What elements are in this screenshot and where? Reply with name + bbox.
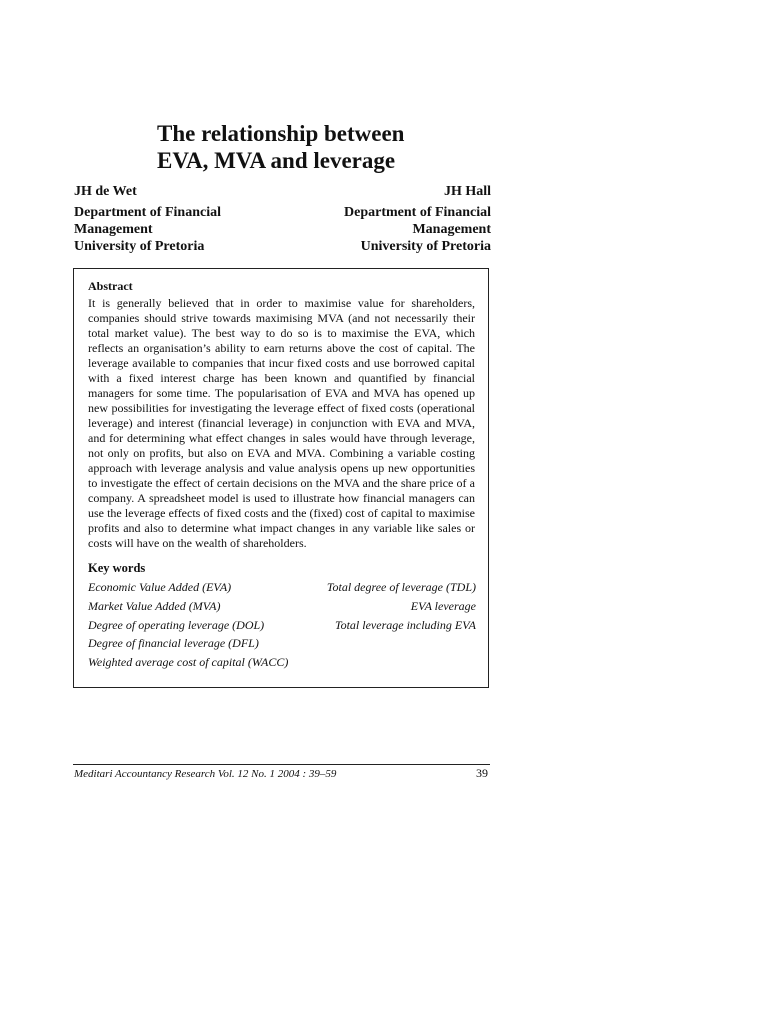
footer-journal-citation: Meditari Accountancy Research Vol. 12 No. 1 2004 : 39–59 — [74, 768, 337, 780]
author-2-affiliation-line-1: Department of Financial — [344, 205, 491, 220]
footer-page-number: 39 — [476, 766, 488, 780]
keywords-row — [88, 653, 476, 672]
keywords-row — [88, 616, 476, 635]
keywords-list — [88, 578, 476, 672]
abstract-heading: Abstract — [88, 279, 133, 293]
article-title-line-1: The relationship between — [157, 121, 405, 146]
keyword-left-2: Market Value Added (MVA) — [88, 598, 221, 613]
abstract-text: It is generally believed that in order to maximise value for shareholders, companies should strive towards maximising MVA (and not necessarily their total market value). The best way to do so is to maximise the EVA, which reflects an organisation’s ability to earn returns above the cost of capital. The leverage available to companies that incur fixed costs and use borrowed capital with a fixed interest charge has been known and quantified by financial managers for some time. The popularisation of EVA and MVA has opened up new possibilities for investigating the leverage effect of fixed costs (operational leverage) and interest (financial leverage) in conjunction with EVA and MVA, and for determining what effect changes in sales would have through leverage, not only on profits, but also on EVA and MVA. Combining a variable costing approach with leverage analysis and value analysis opens up new opportunities to investigate the effect of certain decisions on the MVA and the share price of a company. A spreadsheet model is used to illustrate how financial managers can use the leverage effects of fixed costs and the (fixed) cost of capital to maximise profits and also to determine what impact changes in any variable like sales or costs will have on the wealth of shareholders. — [88, 296, 475, 550]
keyword-right-2: EVA leverage — [410, 598, 476, 613]
author-2 — [271, 183, 491, 255]
author-2-affiliation-line-2: Management — [412, 222, 491, 237]
author-1-affiliation-line-1: Department of Financial — [74, 205, 221, 220]
keyword-left-3: Degree of operating leverage (DOL) — [88, 617, 265, 632]
author-2-affiliation-line-3: University of Pretoria — [360, 239, 491, 254]
keyword-left-1: Economic Value Added (EVA) — [88, 580, 232, 594]
keyword-right-1: Total degree of leverage (TDL) — [326, 580, 476, 594]
abstract-box — [73, 268, 489, 688]
author-1 — [74, 183, 294, 255]
keywords-row — [88, 634, 476, 653]
keyword-left-4: Degree of financial leverage (DFL) — [88, 636, 259, 651]
article-title — [157, 120, 487, 174]
article-title-line-2: EVA, MVA and leverage — [157, 148, 396, 173]
keywords-row — [88, 578, 476, 597]
author-2-name: JH Hall — [443, 184, 491, 199]
footer-rule — [73, 764, 490, 765]
author-1-name: JH de Wet — [74, 184, 137, 199]
author-1-affiliation-line-2: Management — [74, 222, 153, 237]
keywords-row — [88, 597, 476, 616]
keyword-right-3: Total leverage including EVA — [335, 617, 476, 632]
keyword-left-5: Weighted average cost of capital (WACC) — [88, 655, 289, 670]
author-1-affiliation-line-3: University of Pretoria — [74, 239, 205, 254]
keywords-heading: Key words — [88, 561, 146, 575]
